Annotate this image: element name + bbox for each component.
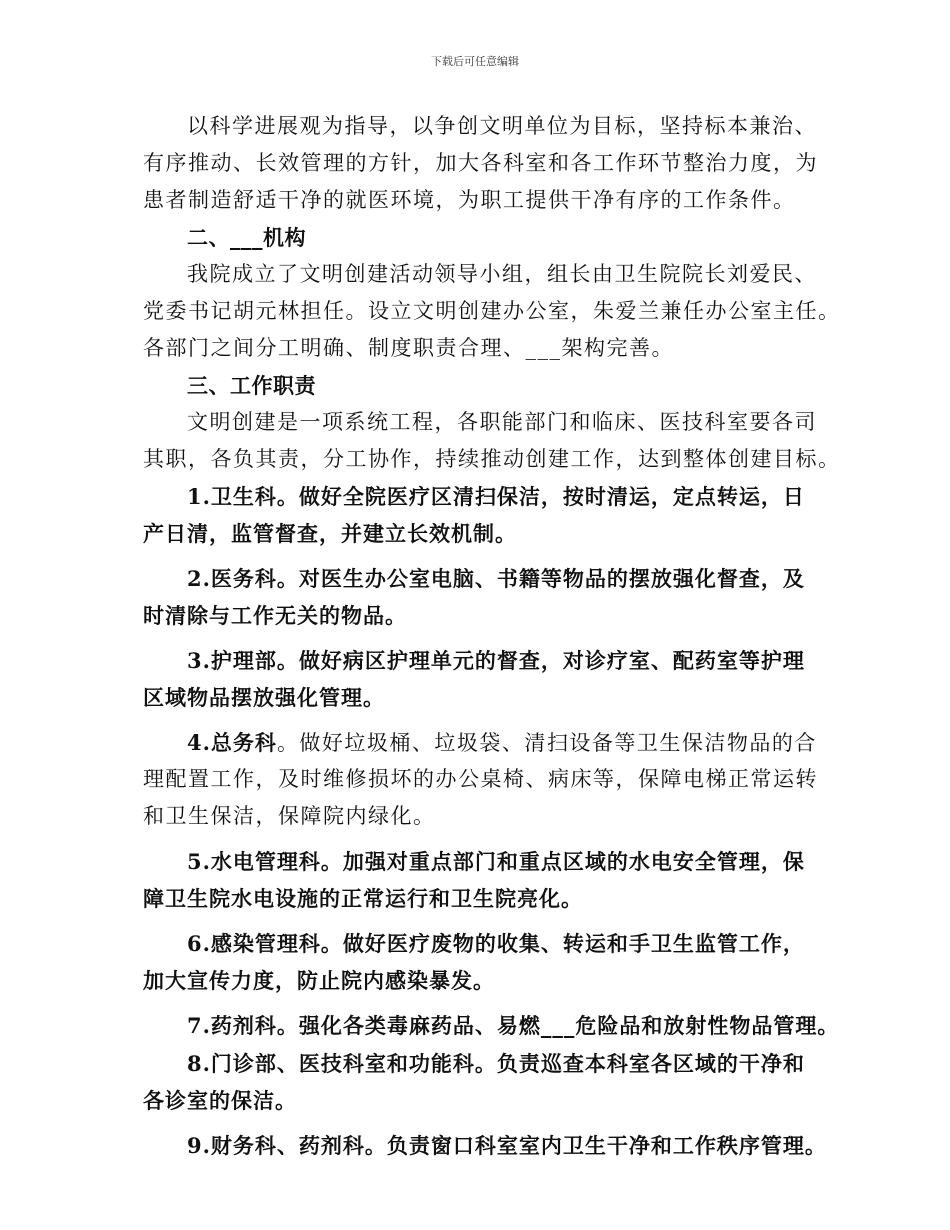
text-line: 文明创建是一项系统工程，各职能部门和临床、医技科室要各司	[187, 410, 817, 434]
text-line: 8.门诊部、医技科室和功能科。负责巡查本科室各区域的干净和	[187, 1051, 805, 1076]
text-line: 各部门之间分工明确、制度职责合理、___架构完善。	[143, 336, 674, 360]
text-line: 3.护理部。做好病区护理单元的督查，对诊疗室、配药室等护理	[187, 648, 805, 673]
text-line: 患者制造舒适干净的就医环境，为职工提供干净有序的工作条件。	[143, 188, 796, 212]
text-line: 理配置工作，及时维修损坏的办公桌椅、病床等，保障电梯正常运转	[143, 767, 818, 791]
list-item-utilities	[143, 843, 813, 917]
paragraph-responsibilities-intro	[143, 404, 841, 478]
text-line: 产日清，监管督查，并建立长效机制。	[143, 521, 517, 546]
list-item-pharmacy	[143, 1007, 840, 1044]
paragraph-organization	[143, 256, 841, 367]
text-line: 党委书记胡元林担任。设立文明创建办公室，朱爱兰兼任办公室主任。	[143, 299, 841, 323]
list-item-general-affairs	[143, 724, 818, 835]
text-line: 我院成立了文明创建活动领导小组，组长由卫生院院长刘爱民、	[187, 262, 817, 286]
text-line: 2.医务科。对医生办公室电脑、书籍等物品的摆放强化督查，及	[187, 566, 805, 591]
text-line	[143, 724, 817, 761]
text-line: 6.感染管理科。做好医疗废物的收集、转运和手卫生监管工作，	[187, 931, 805, 956]
list-item-hygiene	[143, 478, 813, 552]
paragraph-guiding-principle	[143, 108, 818, 219]
text-line: 5.水电管理科。加强对重点部门和重点区域的水电安全管理，保	[187, 849, 805, 874]
text-line: 9.财务科、药剂科。负责窗口科室室内卫生干净和工作秩序管理。	[187, 1133, 827, 1158]
text-line: 1.卫生科。做好全院医疗区清扫保洁，按时清运，定点转运，日	[187, 484, 805, 509]
text-line: 区域物品摆放强化管理。	[143, 685, 385, 710]
list-item-nursing	[143, 642, 813, 716]
text-line: 以科学进展观为指导，以争创文明单位为目标，坚持标本兼治、	[187, 114, 817, 138]
document-body	[143, 108, 841, 1164]
item-title: 4.总务科	[187, 730, 277, 755]
text-line: 障卫生院水电设施的正常运行和卫生院亮化。	[143, 886, 583, 911]
text-line: 时清除与工作无关的物品。	[143, 603, 407, 628]
section-heading-organization: 二、___机构	[187, 225, 306, 250]
item-text: 。做好垃圾桶、垃圾袋、清扫设备等卫生保洁物品的合	[276, 731, 817, 755]
text-line: 加大宣传力度，防止院内感染暴发。	[143, 968, 495, 993]
text-line: 和卫生保洁，保障院内绿化。	[143, 804, 436, 828]
list-item-infection-control	[143, 925, 813, 999]
text-line: 有序推动、长效管理的方针，加大各科室和各工作环节整治力度，为	[143, 151, 818, 175]
page-header: 下载后可任意编辑	[431, 55, 519, 68]
text-line: 各诊室的保洁。	[143, 1088, 297, 1113]
list-item-medical-affairs	[143, 560, 813, 634]
text-line: 其职，各负其责，分工协作，持续推动创建工作，达到整体创建目标。	[143, 447, 841, 471]
text-line: 7.药剂科。强化各类毒麻药品、易燃___危险品和放射性物品管理。	[187, 1013, 840, 1038]
list-item-finance	[143, 1127, 827, 1164]
list-item-outpatient	[143, 1045, 813, 1119]
section-heading-responsibilities: 三、工作职责	[187, 373, 316, 398]
